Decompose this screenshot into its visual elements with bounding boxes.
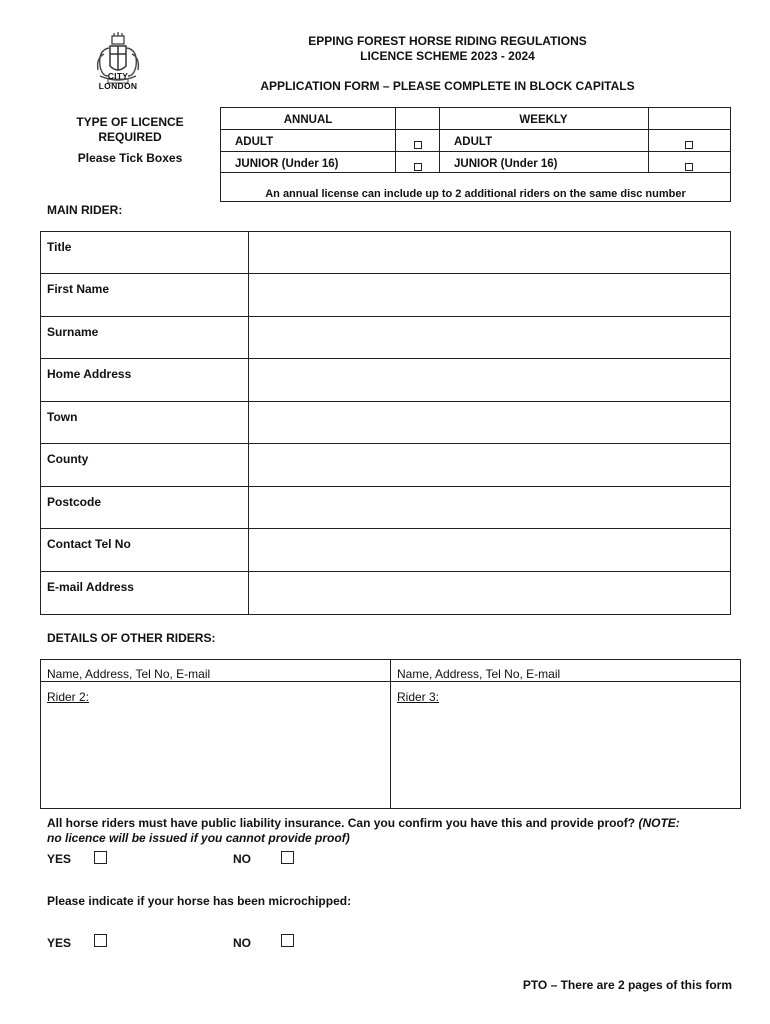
main-rider-field-input[interactable] — [251, 320, 729, 358]
main-rider-row — [41, 232, 730, 274]
scheme-title: LICENCE SCHEME 2023 - 2024 — [360, 49, 535, 63]
insurance-no-checkbox[interactable] — [281, 851, 294, 864]
main-rider-row — [41, 274, 730, 316]
tick-instruction: Please Tick Boxes — [77, 151, 183, 165]
logo-city-text: CITY — [107, 71, 129, 81]
annual-adult-label: ADULT — [235, 136, 274, 148]
weekly-adult-checkbox[interactable] — [685, 141, 693, 149]
annual-junior-label: JUNIOR (Under 16) — [235, 158, 339, 170]
microchip-yes-checkbox[interactable] — [94, 934, 107, 947]
rider3-column-header: Name, Address, Tel No, E-mail — [397, 667, 561, 681]
main-rider-row — [41, 359, 730, 401]
logo-london-text: LONDON — [98, 81, 138, 91]
rider2-details-field[interactable] — [45, 706, 389, 806]
insurance-yes-checkbox[interactable] — [94, 851, 107, 864]
microchip-yes-label: YES — [47, 936, 72, 950]
main-rider-field-input[interactable] — [251, 277, 729, 315]
annual-adult-checkbox[interactable] — [414, 141, 422, 149]
main-rider-field-label: First Name — [47, 282, 110, 297]
other-riders-table — [40, 659, 741, 809]
main-rider-field-label: Contact Tel No — [47, 537, 131, 552]
main-rider-table — [40, 231, 731, 615]
rider3-details-field[interactable] — [395, 706, 739, 806]
annual-licence-note: An annual license can include up to 2 additional riders on the same disc number — [265, 188, 686, 200]
main-rider-field-input[interactable] — [251, 490, 729, 528]
insurance-yes-label: YES — [47, 852, 72, 866]
other-riders-heading: DETAILS OF OTHER RIDERS: — [47, 631, 216, 645]
rider2-label: Rider 2: — [47, 690, 90, 704]
main-rider-field-label: Home Address — [47, 367, 132, 382]
microchip-no-label: NO — [233, 936, 251, 950]
main-rider-row — [41, 317, 730, 359]
main-rider-row — [41, 529, 730, 571]
annual-junior-checkbox[interactable] — [414, 163, 422, 171]
main-rider-field-label: E-mail Address — [47, 579, 134, 594]
weekly-header: WEEKLY — [519, 114, 568, 126]
main-rider-field-label: Town — [47, 409, 78, 424]
licence-type-label-2: REQUIRED — [98, 130, 162, 144]
insurance-no-label: NO — [233, 852, 251, 866]
pto-footer: PTO – There are 2 pages of this form — [522, 978, 732, 992]
main-rider-field-label: Surname — [47, 324, 99, 339]
main-rider-field-input[interactable] — [251, 405, 729, 443]
insurance-question: All horse riders must have public liability insurance. Can you confirm you have this and provide proof? (NOTE: no licence will be issued if you cannot provide proof) — [47, 816, 680, 845]
main-rider-row — [41, 572, 730, 614]
rider2-column-header: Name, Address, Tel No, E-mail — [47, 667, 211, 681]
main-rider-field-input[interactable] — [251, 447, 729, 485]
weekly-adult-label: ADULT — [454, 136, 493, 148]
main-rider-heading: MAIN RIDER: — [47, 203, 123, 217]
main-rider-field-input[interactable] — [251, 532, 729, 570]
microchip-no-checkbox[interactable] — [281, 934, 294, 947]
main-rider-field-input[interactable] — [251, 575, 729, 613]
main-rider-field-label: Postcode — [47, 494, 102, 509]
main-rider-field-input[interactable] — [251, 362, 729, 400]
rider3-label: Rider 3: — [397, 690, 440, 704]
main-rider-field-input[interactable] — [251, 235, 729, 273]
form-title: APPLICATION FORM – PLEASE COMPLETE IN BLOCK CAPITALS — [260, 79, 635, 93]
main-rider-field-label: County — [47, 452, 89, 467]
microchip-question: Please indicate if your horse has been microchipped: — [47, 894, 352, 908]
main-rider-field-label: Title — [47, 240, 72, 254]
licence-type-label: TYPE OF LICENCE — [76, 115, 184, 129]
regulations-title: EPPING FOREST HORSE RIDING REGULATIONS — [308, 34, 587, 48]
main-rider-row — [41, 402, 730, 444]
annual-header: ANNUAL — [283, 114, 333, 126]
weekly-junior-checkbox[interactable] — [685, 163, 693, 171]
weekly-junior-label: JUNIOR (Under 16) — [454, 158, 558, 170]
licence-type-table — [220, 107, 731, 202]
main-rider-row — [41, 444, 730, 486]
main-rider-row — [41, 487, 730, 529]
